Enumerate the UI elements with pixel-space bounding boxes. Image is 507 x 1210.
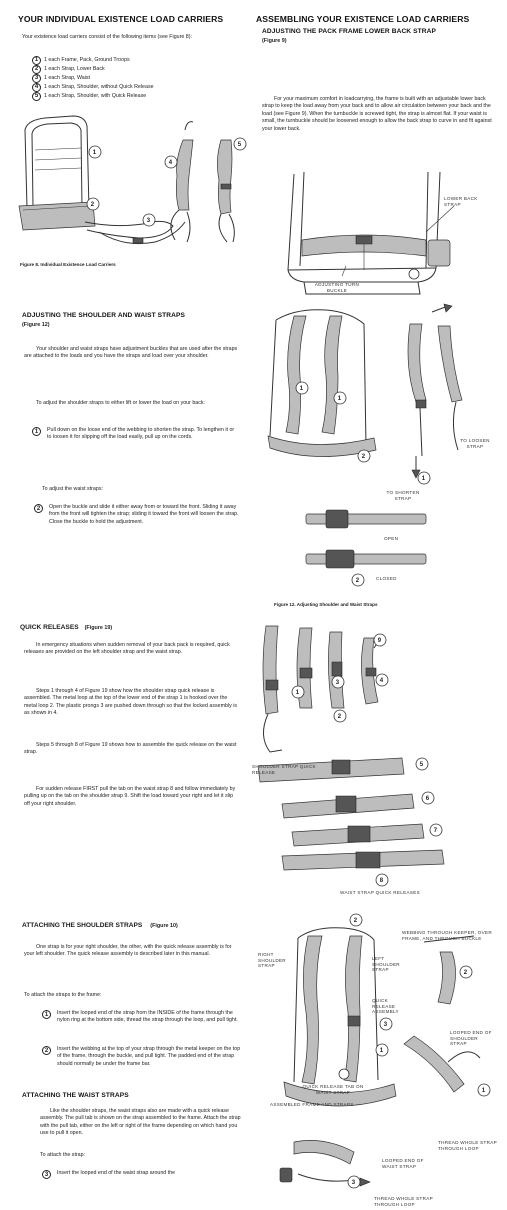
list-item: 3 1 each Strap, Waist xyxy=(32,74,154,83)
attaching-intro: To attach the straps to the frame: xyxy=(24,992,102,998)
svg-text:2: 2 xyxy=(355,578,360,585)
list-item: 1 1 each Frame, Pack, Ground Troops xyxy=(32,56,154,65)
svg-text:5: 5 xyxy=(237,142,242,149)
figure8-illustration xyxy=(15,110,245,260)
figure12-caption: Figure 12. Adjusting Shoulder and Waist Straps xyxy=(274,602,378,607)
svg-text:7: 7 xyxy=(433,828,438,835)
svg-text:3: 3 xyxy=(383,1022,388,1029)
figure19-ref: (Figure 19) xyxy=(84,625,113,631)
figure9-illustration xyxy=(268,170,498,302)
attach-step-3: 3 Insert the looped end of the waist strap around the xyxy=(42,1170,242,1179)
quick-title-row xyxy=(20,624,112,631)
svg-text:5: 5 xyxy=(419,762,424,769)
figure12-illustration xyxy=(266,306,498,602)
svg-text:4: 4 xyxy=(168,160,173,167)
quick-title: QUICK RELEASES xyxy=(20,624,79,631)
closed-label: CLOSED xyxy=(376,576,397,581)
figure9-ref: (Figure 9) xyxy=(262,38,287,44)
shoulder-intro: To adjust the shoulder straps to either lift or lower the load on your back: xyxy=(36,400,206,406)
lower-back-strap-label: LOWER BACK STRAP xyxy=(444,196,478,207)
svg-text:1: 1 xyxy=(379,1048,384,1055)
waist-attach-title: ATTACHING THE WAIST STRAPS xyxy=(22,1092,129,1099)
svg-text:2: 2 xyxy=(361,454,366,461)
svg-text:3: 3 xyxy=(335,680,340,687)
quick-p4: For sudden release FIRST pull the tab on the waist strap 8 and follow immediately by pulling up on the tab on the shoulder strap 9. Shift the load toward your right and let it slip off your right shoulder. xyxy=(24,786,236,807)
svg-text:2: 2 xyxy=(337,714,342,721)
svg-text:9: 9 xyxy=(377,638,382,645)
shorten-strap-label: TO SHORTEN STRAP xyxy=(386,490,420,501)
webbing-keeper-label: WEBBING THROUGH KEEPER, OVER FRAME, AND THROUGH BUCKLE xyxy=(402,930,492,941)
svg-text:3: 3 xyxy=(146,218,151,225)
svg-text:2: 2 xyxy=(90,202,95,209)
carriers-item-list xyxy=(32,56,154,101)
loosen-strap-label: TO LOOSEN STRAP xyxy=(460,438,490,449)
quick-release-assembly-label: QUICK RELEASE ASSEMBLY xyxy=(372,998,399,1015)
quick-p2: Steps 1 through 4 of Figure 19 show how the shoulder strap quick release is assembled. The metal loop at the top of the lower end of the strap 1 is hooked over the metal loop 2. The plastic prongs 3 are pushed down through so that the locked assembly is as shown in 4. xyxy=(24,688,238,717)
svg-text:6: 6 xyxy=(425,796,430,803)
right-shoulder-strap-label: RIGHT SHOULDER STRAP xyxy=(258,952,286,969)
list-item: 2 1 each Strap, Lower Back xyxy=(32,65,154,74)
assembling-subtitle: ADJUSTING THE PACK FRAME LOWER BACK STRAP xyxy=(262,28,436,35)
open-label: OPEN xyxy=(384,536,399,541)
figure8-caption: Figure 8. Individual Existence Load Carriers xyxy=(20,262,116,267)
quick-p3: Steps 5 through 8 of Figure 19 shows how to assemble the quick release on the waist strap. xyxy=(24,742,237,756)
svg-text:1: 1 xyxy=(295,690,300,697)
adjust-step-1: 1 Pull down on the loose end of the webbing to shorten the strap. To lengthen it or to loosen it for slipping off the load easily, pull up on the cords. xyxy=(32,427,238,442)
svg-text:1: 1 xyxy=(421,476,426,483)
figure12-ref: (Figure 12) xyxy=(22,322,50,328)
figure10-ref: (Figure 10) xyxy=(150,923,178,929)
svg-text:2: 2 xyxy=(463,970,468,977)
svg-text:1: 1 xyxy=(337,396,342,403)
svg-text:1: 1 xyxy=(299,386,304,393)
svg-text:2: 2 xyxy=(353,918,358,925)
list-item: 4 1 each Strap, Shoulder, without Quick Release xyxy=(32,83,154,92)
waist-quick-release-label: WAIST STRAP QUICK RELEASES xyxy=(340,890,420,895)
assembling-title: ASSEMBLING YOUR EXISTENCE LOAD CARRIERS xyxy=(256,14,470,24)
list-item: 5 1 each Strap, Shoulder, with Quick Release xyxy=(32,92,154,101)
quick-body: In emergency situations when sudden removal of your back pack is required, quick releases are provided on the left shoulder strap and the waist strap. xyxy=(24,642,230,656)
adjusting-title: ADJUSTING THE SHOULDER AND WAIST STRAPS xyxy=(22,312,186,319)
attaching-body: One strap is for your right shoulder, the other, with the quick release assembly is for your left shoulder. The quick release assembly is described later in this manual. xyxy=(24,944,232,958)
quick-release-tab-label: QUICK RELEASE TAB ON WAIST STRAP xyxy=(302,1084,364,1095)
looped-end-waist-label: LOOPED END OF WAIST STRAP xyxy=(382,1158,424,1169)
svg-text:1: 1 xyxy=(481,1088,486,1095)
attaching-title: ATTACHING THE SHOULDER STRAPS xyxy=(22,922,143,929)
waist-attach-body: Like the shoulder straps, the waist straps also are made with a quick release assembly. The pull tab is shown on the strap assembled to the frame. Attach the strap with the pull tab, either on the left or right of the frame depending on which hand you use to pull it open. xyxy=(40,1108,241,1137)
looped-end-shoulder-label: LOOPED END OF SHOULDER STRAP xyxy=(450,1030,492,1047)
waist-attach-intro: To attach the strap: xyxy=(40,1152,86,1158)
assembling-body: For your maximum comfort in loadcarrying, the frame is built with an adjustable lower back strap to keep the load away from your back and to allow air circulation between your back and the load (see Figure 9). When the turnbuckle is screwed tight, the strap is almost flat. If your waist is small, the turnbuckle should be loosened enough to allow the back strap to curve in and fit against your lower back. xyxy=(262,96,492,132)
carriers-title: YOUR INDIVIDUAL EXISTENCE LOAD CARRIERS xyxy=(18,14,224,24)
shoulder-quick-release-label: SHOULDER STRAP QUICK RELEASE xyxy=(252,764,316,775)
svg-text:1: 1 xyxy=(92,150,97,157)
attach-step-1: 1 Insert the looped end of the strap from the INSIDE of the frame through the nylon ring at the bottom side, thread the strap through the loop, and pull tight. xyxy=(42,1010,242,1025)
svg-text:8: 8 xyxy=(379,878,384,885)
carriers-intro: Your existence load carriers consist of the following items (see Figure 8): xyxy=(22,34,192,40)
turnbuckle-label: ADJUSTING TURN BUCKLE xyxy=(314,282,360,293)
attaching-title-row xyxy=(22,922,178,929)
svg-text:3: 3 xyxy=(351,1180,356,1187)
figure19-illustration xyxy=(252,618,498,884)
adjust-step-2: 2 Open the buckle and slide it either away from or toward the front. Sliding it away from the front will tighten the strap; sliding it toward the front will loosen the strap. Close the buckle to hold the adjustment. xyxy=(34,504,240,526)
assembled-frame-label: ASSEMBLED FRAME AND STRAPS xyxy=(270,1102,354,1107)
waist-intro: To adjust the waist straps: xyxy=(42,486,103,492)
thread-whole-strap-label-2: THREAD WHOLE STRAP THROUGH LOOP xyxy=(374,1196,433,1207)
attach-step-2: 2 Insert the webbing at the top of your strap through the metal keeper on the top of the frame, through the buckle, and pull tight. The padded end of the strap should normally be under the frame bar. xyxy=(42,1046,242,1068)
left-shoulder-strap-label: LEFT SHOULDER STRAP xyxy=(372,956,400,973)
adjusting-body: Your shoulder and waist straps have adjustment buckles that are used after the straps are attached to the loads and you have the straps and load over your shoulder. xyxy=(24,346,238,360)
svg-text:4: 4 xyxy=(379,678,384,685)
thread-whole-strap-label-1: THREAD WHOLE STRAP THROUGH LOOP xyxy=(438,1140,497,1151)
